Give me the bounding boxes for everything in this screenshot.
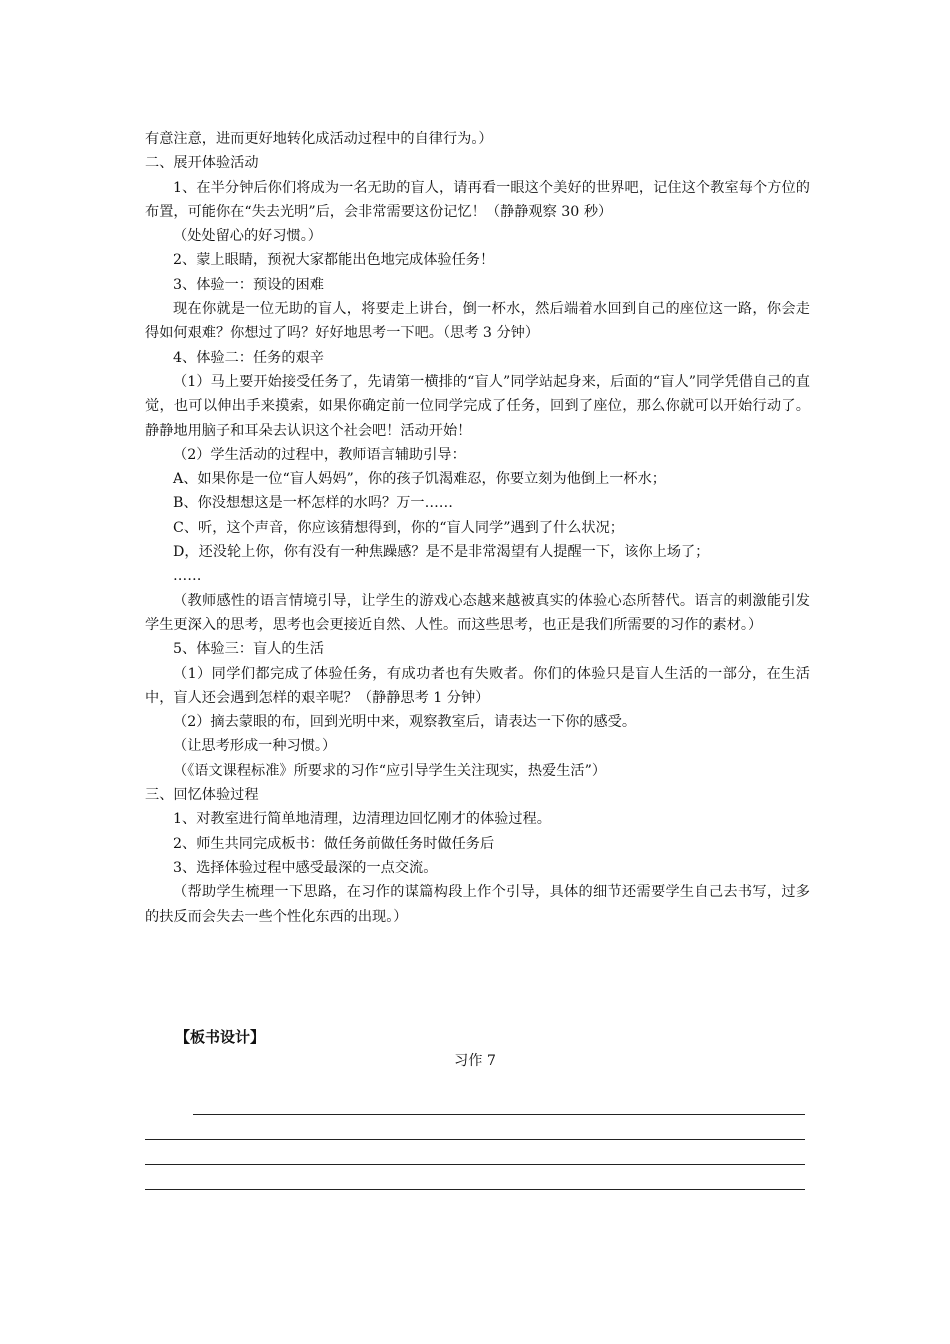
- board-line-1: [193, 1114, 805, 1115]
- paragraph: 三、回忆体验过程: [145, 787, 259, 804]
- paragraph: （《语文课程标准》所要求的习作“应引导学生关注现实，热爱生活”）: [173, 762, 607, 779]
- paragraph: 3、体验一：预设的困难: [173, 276, 324, 293]
- paragraph: （1）马上要开始接受任务了，先请第一横排的“盲人”同学站起身来，后面的“盲人”同学凭借自己的直觉，也可以伸出手来摸索，如果你确定前一位同学完成了任务，回到了座位，那么你就可以开始行动了。静静地用脑子和耳朵去认识这个社会吧！活动开始！: [145, 373, 810, 439]
- paragraph: B、你没想想这是一杯怎样的水吗？万一……: [173, 495, 453, 512]
- paragraph: （教师感性的语言情境引导，让学生的游戏心态越来越被真实的体验心态所替代。语言的刺激能引发学生更深入的思考，思考也会更接近自然、人性。而这些思考，也正是我们所需要的习作的素材。）: [145, 592, 810, 633]
- paragraph: 2、蒙上眼睛，预祝大家都能出色地完成体验任务！: [173, 252, 495, 269]
- paragraph: 1、在半分钟后你们将成为一名无助的盲人，请再看一眼这个美好的世界吧，记住这个教室每个方位的布置，可能你在“失去光明”后，会非常需要这份记忆！（静静观察 30 秒）: [145, 179, 810, 220]
- paragraph: 1、对教室进行简单地清理，边清理边回忆刚才的体验过程。: [173, 811, 551, 828]
- document-body: [145, 127, 810, 929]
- paragraph: （2）摘去蒙眼的布，回到光明中来，观察教室后，请表达一下你的感受。: [173, 714, 637, 731]
- board-line-3: [145, 1164, 805, 1165]
- paragraph: 2、师生共同完成板书：做任务前做任务时做任务后: [173, 835, 495, 852]
- paragraph: （帮助学生梳理一下思路，在习作的谋篇构段上作个引导，具体的细节还需要学生自己去书写，过多的扶反而会失去一些个性化东西的出现。）: [145, 884, 810, 925]
- board-title: 习作 7: [454, 1053, 496, 1069]
- paragraph: 现在你就是一位无助的盲人，将要走上讲台，倒一杯水，然后端着水回到自己的座位这一路，你会走得如何艰难？你想过了吗？好好地思考一下吧。（思考 3 分钟）: [145, 301, 810, 342]
- paragraph: （1）同学们都完成了体验任务，有成功者也有失败者。你们的体验只是盲人生活的一部分，在生活中，盲人还会遇到怎样的艰辛呢？（静静思考 1 分钟）: [145, 665, 810, 706]
- board-line-4: [145, 1189, 805, 1190]
- paragraph: 5、体验三：盲人的生活: [173, 641, 324, 658]
- paragraph: 二、展开体验活动: [145, 155, 259, 172]
- paragraph: 3、选择体验过程中感受最深的一点交流。: [173, 859, 438, 876]
- paragraph: （处处留心的好习惯。）: [173, 228, 322, 245]
- paragraph: （让思考形成一种习惯。）: [173, 738, 337, 755]
- paragraph: 有意注意，进而更好地转化成活动过程中的自律行为。）: [145, 131, 493, 147]
- board-design-heading: 【板书设计】: [175, 1028, 266, 1046]
- board-line-2: [145, 1139, 805, 1140]
- paragraph: ……: [173, 568, 202, 585]
- paragraph: D，还没轮上你，你有没有一种焦躁感？是不是非常渴望有人提醒一下，该你上场了；: [173, 544, 710, 561]
- paragraph: C、听，这个声音，你应该猜想得到，你的“盲人同学”遇到了什么状况；: [173, 519, 624, 536]
- paragraph: （2）学生活动的过程中，教师语言辅助引导：: [173, 446, 466, 463]
- paragraph: 4、体验二：任务的艰辛: [173, 349, 324, 366]
- paragraph: A、如果你是一位“盲人妈妈”，你的孩子饥渴难忍，你要立刻为他倒上一杯水；: [173, 471, 666, 488]
